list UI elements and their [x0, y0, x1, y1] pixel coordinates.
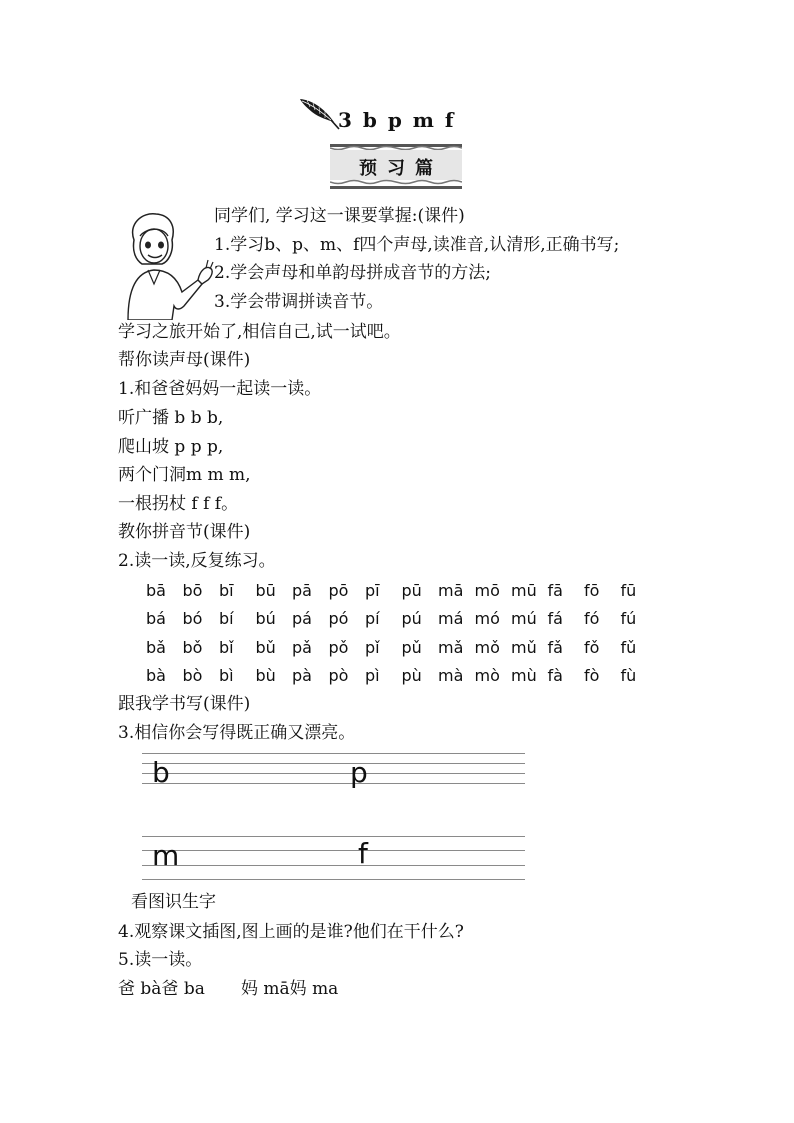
- pinyin-syllable: fā: [547, 581, 563, 600]
- pinyin-syllable: fú: [620, 609, 637, 628]
- pinyin-syllable: fū: [620, 581, 637, 600]
- writing-lines-row-2: [142, 836, 525, 880]
- journey-text: 学习之旅开始了,相信自己,试一试吧。: [118, 322, 401, 342]
- rhyme-line: 一根拐杖 f f f。: [118, 494, 239, 514]
- pinyin-syllable: má: [438, 609, 464, 628]
- pinyin-syllable: pù: [401, 666, 422, 685]
- pinyin-syllable: bí: [219, 609, 234, 628]
- pinyin-syllable: pǒ: [328, 638, 349, 657]
- intro-line-1: 同学们, 学习这一课要掌握:(课件): [214, 206, 465, 226]
- pinyin-syllable: bā: [146, 581, 166, 600]
- pinyin-syllable: mù: [511, 666, 537, 685]
- pinyin-syllable: pǔ: [401, 638, 422, 657]
- rhyme-line: 听广播 b b b,: [118, 408, 224, 428]
- section4-heading: 看图识生字: [131, 892, 216, 912]
- pinyin-syllable: bō: [182, 581, 203, 600]
- pinyin-syllable: fǎ: [547, 638, 563, 657]
- pinyin-syllable: mó: [474, 609, 500, 628]
- pinyin-syllable: pú: [401, 609, 422, 628]
- pinyin-syllable: mò: [474, 666, 500, 685]
- pinyin-syllable: fá: [547, 609, 563, 628]
- section3-task: 3.相信你会写得既正确又漂亮。: [118, 723, 356, 743]
- section1-heading: 帮你读声母(课件): [118, 350, 251, 370]
- pinyin-syllable: pó: [328, 609, 349, 628]
- pinyin-syllable: mō: [474, 581, 500, 600]
- pinyin-syllable: pǐ: [365, 638, 380, 657]
- pinyin-syllable: pǎ: [292, 638, 312, 657]
- word-ba: 爸 bà爸 ba: [118, 979, 205, 999]
- pinyin-syllable: mā: [438, 581, 464, 600]
- pinyin-syllable: mà: [438, 666, 464, 685]
- pinyin-syllable: mú: [511, 609, 537, 628]
- pinyin-syllable: fǒ: [584, 638, 600, 657]
- pinyin-syllable: fǔ: [620, 638, 637, 657]
- pinyin-syllable: bū: [255, 581, 276, 600]
- pinyin-syllable: mǒ: [474, 638, 500, 657]
- rhyme-line: 两个门洞m m m,: [118, 465, 251, 485]
- pinyin-syllable: pā: [292, 581, 312, 600]
- pinyin-syllable: bò: [182, 666, 203, 685]
- writing-letter-m: m: [152, 839, 180, 872]
- pinyin-syllable: mū: [511, 581, 537, 600]
- pinyin-syllable: bī: [219, 581, 234, 600]
- writing-lines-row-1: [142, 753, 525, 789]
- pinyin-syllable: bǎ: [146, 638, 166, 657]
- pinyin-syllable: mǎ: [438, 638, 464, 657]
- pinyin-syllable: fò: [584, 666, 600, 685]
- pinyin-syllable: pá: [292, 609, 312, 628]
- teacher-illustration: [118, 210, 218, 320]
- writing-letter-p: p: [350, 756, 368, 789]
- pinyin-syllable: bǒ: [182, 638, 203, 657]
- pinyin-syllable: pū: [401, 581, 422, 600]
- pinyin-syllable: bù: [255, 666, 276, 685]
- title-text: 3 b p m f: [338, 108, 455, 132]
- word-ma: 妈 mā妈 ma: [241, 979, 339, 999]
- pinyin-syllable: pì: [365, 666, 380, 685]
- preview-banner: [330, 142, 462, 192]
- pinyin-syllable: bǐ: [219, 638, 234, 657]
- task-4: 4.观察课文插图,图上画的是谁?他们在干什么?: [118, 922, 464, 942]
- pinyin-syllable: fó: [584, 609, 600, 628]
- pinyin-syllable: bá: [146, 609, 166, 628]
- section2-task: 2.读一读,反复练习。: [118, 551, 276, 571]
- writing-letter-f: f: [358, 837, 368, 870]
- pinyin-syllable: bǔ: [255, 638, 276, 657]
- pinyin-syllable: pí: [365, 609, 380, 628]
- section2-heading: 教你拼音节(课件): [118, 522, 251, 542]
- pinyin-syllable: pò: [328, 666, 349, 685]
- pinyin-syllable: pà: [292, 666, 312, 685]
- task-5: 5.读一读。: [118, 950, 203, 970]
- pinyin-syllable: mǔ: [511, 638, 537, 657]
- section1-task: 1.和爸爸妈妈一起读一读。: [118, 379, 322, 399]
- pinyin-syllable: pī: [365, 581, 380, 600]
- pinyin-syllable: bú: [255, 609, 276, 628]
- intro-line-3: 2.学会声母和单韵母拼成音节的方法;: [214, 263, 491, 283]
- pinyin-syllable: fō: [584, 581, 600, 600]
- feather-pen-icon: [298, 96, 342, 132]
- banner-title: 预习篇: [359, 158, 443, 179]
- section3-heading: 跟我学书写(课件): [118, 694, 251, 714]
- writing-letter-b: b: [152, 756, 170, 789]
- lesson-title: [298, 96, 518, 136]
- pinyin-syllable: pō: [328, 581, 349, 600]
- intro-line-2: 1.学习b、p、m、f四个声母,读准音,认清形,正确书写;: [214, 235, 620, 255]
- pinyin-syllable: bì: [219, 666, 234, 685]
- rhyme-line: 爬山坡 p p p,: [118, 437, 224, 457]
- pinyin-syllable: bà: [146, 666, 166, 685]
- pinyin-syllable: fà: [547, 666, 563, 685]
- intro-line-4: 3.学会带调拼读音节。: [214, 292, 384, 312]
- pinyin-syllable: bó: [182, 609, 203, 628]
- pinyin-syllable: fù: [620, 666, 637, 685]
